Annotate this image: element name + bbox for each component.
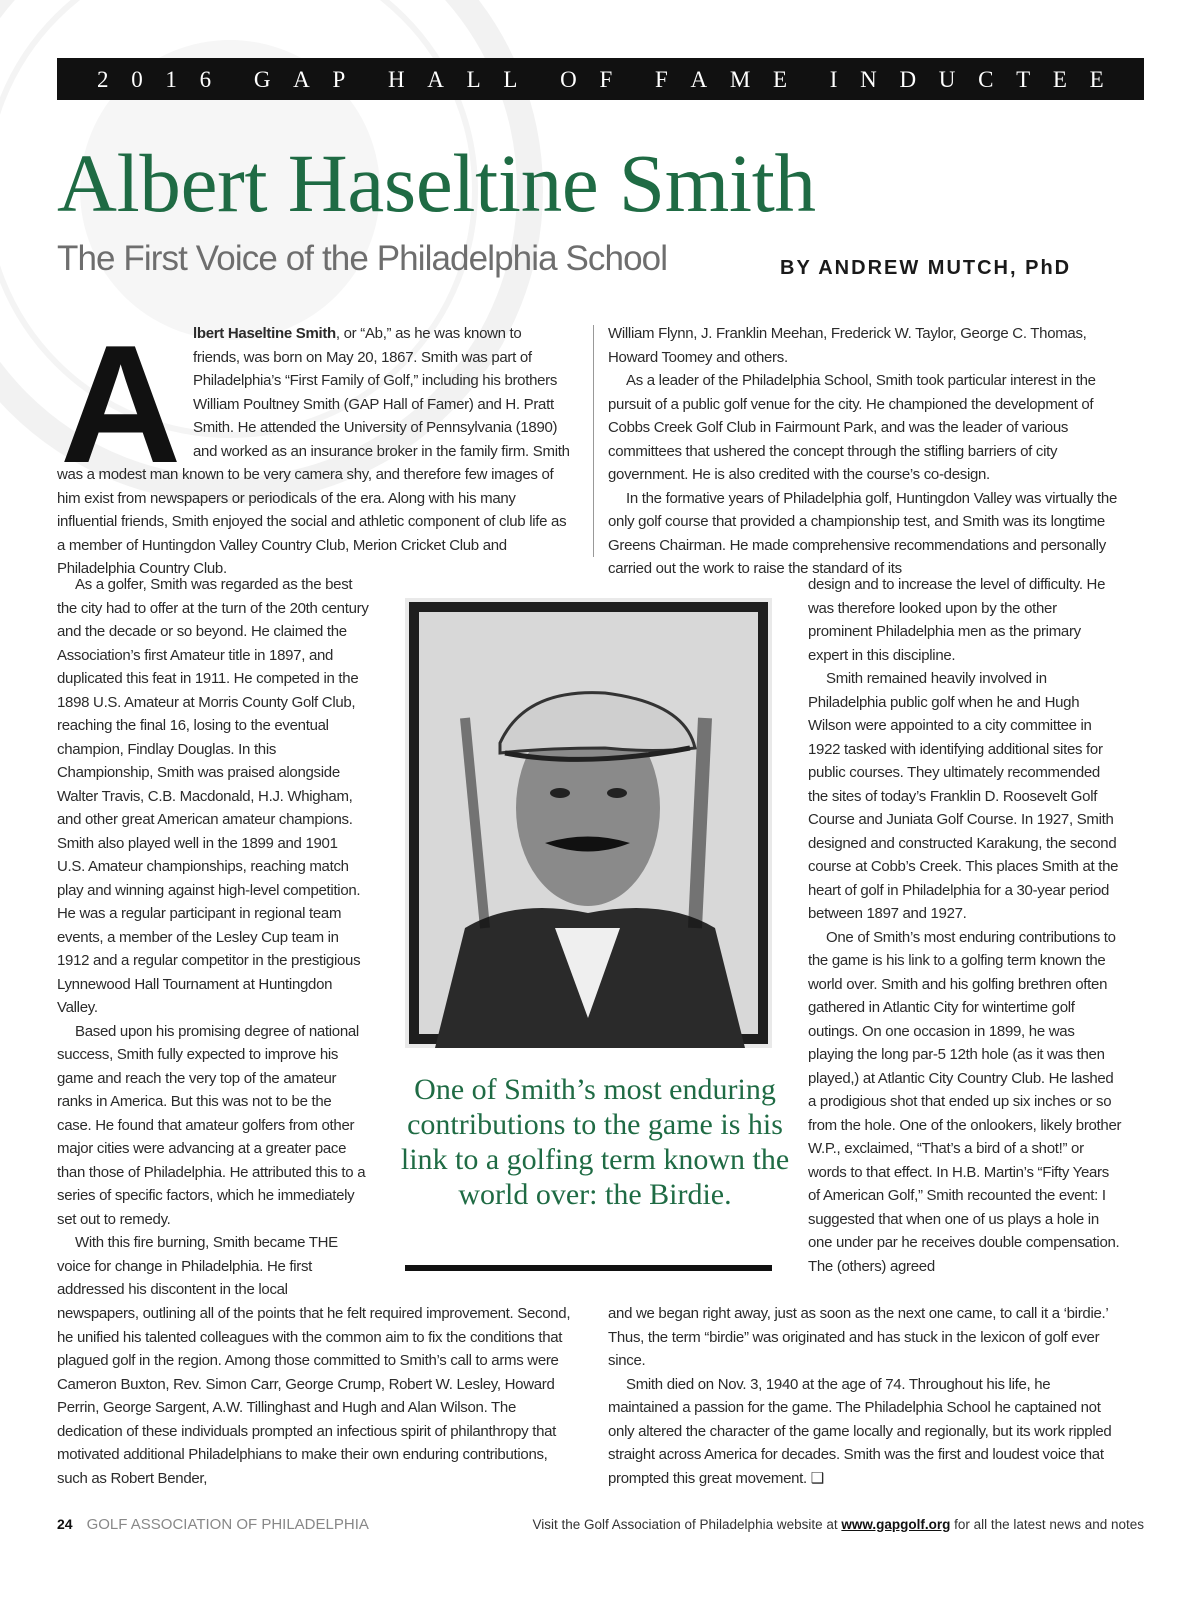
banner-letter: 1 [165,66,177,92]
paragraph-fire-continued: newspapers, outlining all of the points that he felt required improvement. Second, he unified his talented colleagues with the common aim to fix the conditions that plagued golf in the region. Among those committed to Smith’s call to arms were Cameron Buxton, Rev. Simon Carr, George Crump, Robert W. Lesley, Howard Perrin, George Sargent, A.W. Tillinghast and Hugh and Alan Wilson. The dedication of these individuals prompted an infectious spirit of philanthropy that motivated additional Philadelphians to make their own enduring contributions, such as Robert Bender, [57,1305,571,1487]
footer-visit-text [532,1517,1144,1532]
paragraph-golfer: As a golfer, Smith was regarded as the best the city had to offer at the turn of the 20th century and the decade or so beyond. He claimed the Association’s first Amateur title in 1897, and duplicated this feat in 1911. He competed in the 1898 U.S. Amateur at Morris County Golf Club, reaching the final 16, losing to the eventual champion, Findlay Douglas. In this Championship, Smith was praised alongside Walter Travis, C.B. Macdonald, H.J. Whigham, and other great American amateur champions. Smith also played well in the 1899 and 1901 U.S. Amateur championships, reaching match play and winning against high-level competition. He was a regular participant in regional team events, a member of the Lesley Cup team in 1912 and a regular competitor in the prestigious Lynnewood Hall Tournament at Huntingdon Valley. [57,576,369,1016]
drop-cap: A [60,310,182,498]
drop-cap-space [57,322,193,463]
author-byline: BY ANDREW MUTCH, PhD [780,257,1072,279]
banner-letter: E [1052,66,1067,92]
banner-letter: F [599,66,613,92]
paragraph-names: William Flynn, J. Franklin Meehan, Frederick W. Taylor, George C. Thomas, Howard Toomey and others. [608,325,1087,366]
banner-letter: F [654,66,668,92]
banner-letter: M [729,66,751,92]
page-number: 24 [57,1516,73,1532]
paragraph-fire-start: With this fire burning, Smith became THE voice for change in Philadelphia. He first addressed his discontent in the local [57,1234,338,1298]
paragraph-leader: As a leader of the Philadelphia School, Smith took particular interest in the pursuit of a public golf venue for the city. He championed the development of Cobbs Creek Golf Club in Fairmount Park, and was the leader of various committees that ushered the concept through the stifling barriers of city government. He is also credited with the course’s co-design. [608,372,1096,483]
banner-letter: A [293,66,310,92]
column-divider [593,325,594,557]
inductee-banner [57,58,1144,100]
banner-letter: L [466,66,481,92]
visit-prefix: Visit the Golf Association of Philadelphia website at [532,1516,842,1532]
paragraph-birdie-story: One of Smith’s most enduring contributions to the game is his link to a golfing term known the world over. Smith and his golfing brethren often gathered in Atlantic City for wintertime golf outings. On one occasion in 1899, he was playing the long par-5 12th hole (as it was then played,) at Atlantic City Country Club. He lashed a prodigious shot that ended up six inches or so from the hole. One of the onlookers, likely brother W.P., exclaimed, “That’s a bird of a shot!” or words to that effect. In H.B. Martin’s “Fifty Years of American Golf,” Smith recounted the event: I suggested that when one of us plays a hole in one under par he receives double compensation. The (others) agreed [808,928,1122,1275]
paragraph-public-golf: Smith remained heavily involved in Philadelphia public golf when he and Hugh Wilson were appointed to a city committee in 1922 tasked with identifying additional sites for public courses. They ultimately recommended the sites of today’s Franklin D. Roosevelt Golf Course and Juniata Golf Course. In 1927, Smith designed and constructed Karakung, the second course at Cobb’s Creek. This places Smith at the heart of golf in Philadelphia for a 30-year period between 1897 and 1927. [808,670,1119,922]
banner-letter: L [503,66,518,92]
banner-letter: D [899,66,917,92]
paragraph-death: Smith died on Nov. 3, 1940 at the age of 74. Throughout his life, he maintained a passion for the game. The Philadelphia School he captained not only altered the character of the game locally and regionally, but its work rippled straight across America for decades. Smith was the first and loudest voice that prompted this great movement. ❑ [608,1375,1112,1487]
intro-text: , or “Ab,” as he was known to friends, was born on May 20, 1867. Smith was part of Philadelphia’s “First Family of Golf,” including his brothers William Poultney Smith (GAP Hall of Famer) and H. Pratt Smith. He attended the University of Pennsylvania (1890) and worked as an insurance broker in the family firm. Smith was a modest man known to be very camera shy, and therefore few images of him exist from newspapers or periodicals of the era. Along with his many influential friends, Smith enjoyed the social and athletic component of club life as a member of Huntingdon Valley Country Club, Merion Cricket Club and Philadelphia Country Club. [57,325,570,577]
intro-paragraph [57,310,572,581]
right-bottom-column [608,1302,1123,1490]
visit-suffix: for all the latest news and notes [950,1516,1144,1532]
portrait-sketch [405,598,772,1048]
banner-letter: T [1016,66,1031,92]
banner-letter: U [938,66,956,92]
website-link[interactable]: www.gapgolf.org [841,1516,951,1532]
paragraph-formative: In the formative years of Philadelphia golf, Huntingdon Valley was virtually the only golf course that provided a championship test, and Smith was its longtime Greens Chairman. He made comprehensive recommendations and personally carried out the work to raise the standard of its [608,489,1118,577]
left-column [57,573,369,1302]
page-footer [57,1512,1144,1536]
intro-lead-name: lbert Haseltine Smith [193,325,336,342]
paragraph-success: Based upon his promising degree of national success, Smith fully expected to improve his game and reach the very top of the amateur ranks in America. But this was not to be the case. He found that amateur golfers from other major cities were advancing at a greater pace than those of Philadelphia. He attributed this to a series of specific factors, which he immediately set out to remedy. [57,1022,366,1228]
banner-letter: O [560,66,577,92]
right-top-column [608,322,1123,581]
banner-letter: A [427,66,444,92]
article-title: Albert Haseltine Smith [57,137,816,229]
banner-letter: N [860,66,877,92]
paragraph-birdie-origin: and we began right away, just as soon as the next one came, to call it a ‘birdie.’ Thus, the term “birdie” was originated and has stuck in the lexicon of golf ever since. [608,1305,1108,1369]
pull-quote: One of Smith’s most enduring contributions to the game is his link to a golfing term known the world over: the Birdie. [400,1073,790,1211]
banner-letter: G [253,66,271,92]
article-subtitle: The First Voice of the Philadelphia School [57,239,668,278]
banner-letter: E [772,66,788,92]
banner-letter: 2 [97,66,109,92]
banner-letter: P [332,66,346,92]
banner-letter: E [1089,66,1104,92]
paragraph-design: design and to increase the level of difficulty. He was therefore looked upon by the other prominent Philadelphia men as the primary expert in this discipline. [808,576,1106,664]
banner-letter: H [387,66,405,92]
banner-letter: I [829,66,838,92]
banner-letter: C [978,66,994,92]
left-bottom-paragraph [57,1302,572,1490]
banner-letter: A [690,66,708,92]
pull-quote-rule [405,1265,772,1271]
banner-letter: 0 [131,66,143,92]
right-narrow-column [808,573,1123,1278]
banner-letter: 6 [199,66,212,92]
publication-name: GOLF ASSOCIATION OF PHILADELPHIA [86,1515,369,1533]
